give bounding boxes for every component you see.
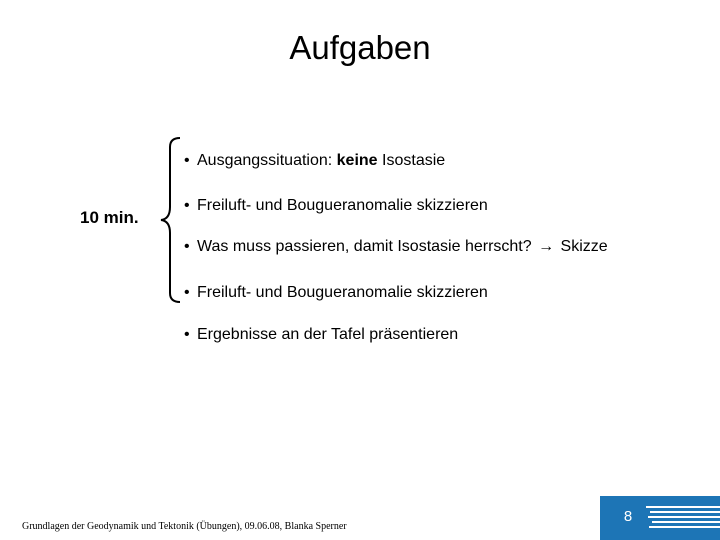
list-item: • Freiluft- und Bougueranomalie skizzieren [184,282,488,304]
footer-text: Grundlagen der Geodynamik und Tektonik (Übungen), 09.06.08, Blanka Sperner [22,521,347,532]
bullet-marker: • [184,152,190,169]
list-item: • Was muss passieren, damit Isostasie herrscht? → Skizze [184,236,608,258]
bullet-marker: • [184,238,190,255]
emphasis-text: keine [336,152,378,169]
list-item: • Freiluft- und Bougueranomalie skizzieren [184,195,488,217]
right-arrow-icon: → [538,238,555,255]
bullet-marker: • [184,284,190,301]
list-item: • Ausgangssituation: keine Isostasie [184,150,445,172]
slide-title: Aufgaben [289,29,431,66]
list-item: • Ergebnisse an der Tafel präsentieren [184,324,458,346]
time-label: 10 min. [80,208,139,227]
page-number: 8 [623,508,633,525]
bullet-marker: • [184,197,190,214]
stripes-logo-icon [646,504,720,532]
bullet-marker: • [184,326,190,343]
